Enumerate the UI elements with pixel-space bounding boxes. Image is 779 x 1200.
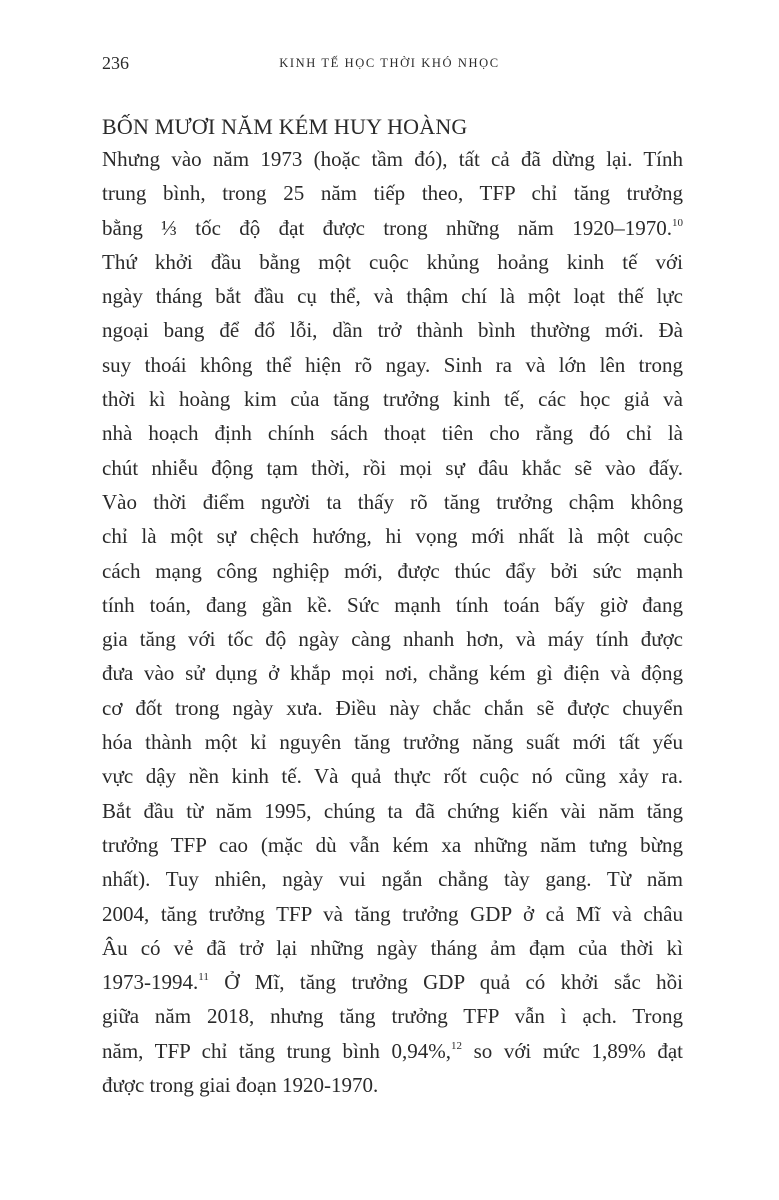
text-line (102, 759, 683, 793)
text-line (102, 1034, 683, 1068)
text-line (102, 691, 683, 725)
text-line (102, 142, 683, 176)
text-line (102, 382, 683, 416)
text-line (102, 519, 683, 553)
text-segment: Nhưng vào năm 1973 (hoặc tầm đó), tất cả đã dừng lại. Tính (102, 147, 683, 171)
text-line (102, 416, 683, 450)
text-segment: giữa năm 2018, nhưng tăng trưởng TFP vẫn ì ạch. Trong (102, 1004, 683, 1029)
text-segment: tính toán, đang gần kề. Sức mạnh tính toán bấy giờ đang (102, 592, 683, 617)
text-segment: suy thoái không thể hiện rõ ngay. Sinh ra và lớn lên trong (102, 352, 683, 377)
text-line (102, 348, 683, 382)
text-segment: hóa thành một kỉ nguyên tăng trưởng năng suất mới tất yếu (102, 730, 683, 755)
text-segment: cơ đốt trong ngày xưa. Điều này chắc chắn sẽ được chuyển (102, 695, 683, 720)
text-line (102, 245, 683, 279)
text-line (102, 862, 683, 896)
text-segment: Vào thời điểm người ta thấy rõ tăng trưởng chậm không (102, 489, 683, 514)
text-segment: nhà hoạch định chính sách thoạt tiên cho rằng đó chỉ là (102, 421, 683, 446)
text-segment: ngày tháng bắt đầu cụ thể, và thậm chí là một loạt thế lực (102, 284, 683, 309)
body-text (102, 142, 683, 1102)
text-segment: bằng ⅓ tốc độ đạt được trong những năm 1920–1970. (102, 215, 672, 240)
footnote-marker: 12 (450, 1039, 462, 1052)
running-title: KINH TẾ HỌC THỜI KHÓ NHỌC (279, 56, 500, 70)
text-line (102, 622, 683, 656)
text-segment: năm, TFP chỉ tăng trung bình 0,94%, (102, 1038, 451, 1063)
text-segment: cách mạng công nghiệp mới, được thúc đẩy bởi sức mạnh (102, 558, 683, 583)
footnote-marker: 11 (198, 971, 209, 984)
text-line (102, 725, 683, 759)
text-line (102, 794, 683, 828)
text-line (102, 485, 683, 519)
text-segment: trung bình, trong 25 năm tiếp theo, TFP chỉ tăng trưởng (102, 181, 683, 206)
text-segment: 2004, tăng trưởng TFP và tăng trưởng GDP ở cả Mĩ và châu (102, 901, 683, 926)
text-segment: chút nhiễu động tạm thời, rồi mọi sự đâu khắc sẽ vào đấy. (102, 455, 683, 480)
text-line (102, 1068, 683, 1102)
footnote-marker: 10 (672, 216, 683, 229)
text-line (102, 554, 683, 588)
text-segment: Thứ khởi đầu bằng một cuộc khủng hoảng kinh tế với (102, 249, 683, 274)
text-segment: thời kì hoàng kim của tăng trưởng kinh tế, các học giả và (102, 387, 683, 412)
text-segment: chỉ là một sự chệch hướng, hi vọng mới nhất là một cuộc (102, 524, 683, 549)
text-line (102, 897, 683, 931)
text-line (102, 588, 683, 622)
section-heading: BỐN MƯƠI NĂM KÉM HUY HOÀNG (102, 114, 468, 139)
text-segment: được trong giai đoạn 1920-1970. (102, 1073, 379, 1098)
text-line (102, 176, 683, 210)
text-line (102, 313, 683, 347)
text-segment: so với mức 1,89% đạt (461, 1038, 683, 1063)
text-line (102, 965, 683, 999)
page-number: 236 (102, 53, 129, 73)
text-line (102, 211, 683, 245)
text-segment: ngoại bang để đổ lỗi, dần trở thành bình thường mới. Đà (102, 318, 683, 343)
text-segment: trưởng TFP cao (mặc dù vẫn kém xa những năm tưng bừng (102, 832, 683, 857)
text-line (102, 656, 683, 690)
text-line (102, 828, 683, 862)
text-segment: Ở Mĩ, tăng trưởng GDP quả có khởi sắc hồi (208, 970, 683, 995)
text-segment: vực dậy nền kinh tế. Và quả thực rốt cuộc nó cũng xảy ra. (102, 764, 683, 789)
text-segment: Âu có vẻ đã trở lại những ngày tháng ảm đạm của thời kì (102, 935, 683, 960)
text-line (102, 279, 683, 313)
text-segment: đưa vào sử dụng ở khắp mọi nơi, chẳng kém gì điện và động (102, 661, 683, 686)
text-segment: Bắt đầu từ năm 1995, chúng ta đã chứng kiến vài năm tăng (102, 798, 683, 823)
text-line (102, 451, 683, 485)
text-line (102, 931, 683, 965)
text-segment: gia tăng với tốc độ ngày càng nhanh hơn, và máy tính được (102, 627, 683, 652)
text-segment: nhất). Tuy nhiên, ngày vui ngắn chẳng tày gang. Từ năm (102, 867, 683, 892)
text-line (102, 999, 683, 1033)
text-segment: 1973-1994. (102, 970, 199, 995)
